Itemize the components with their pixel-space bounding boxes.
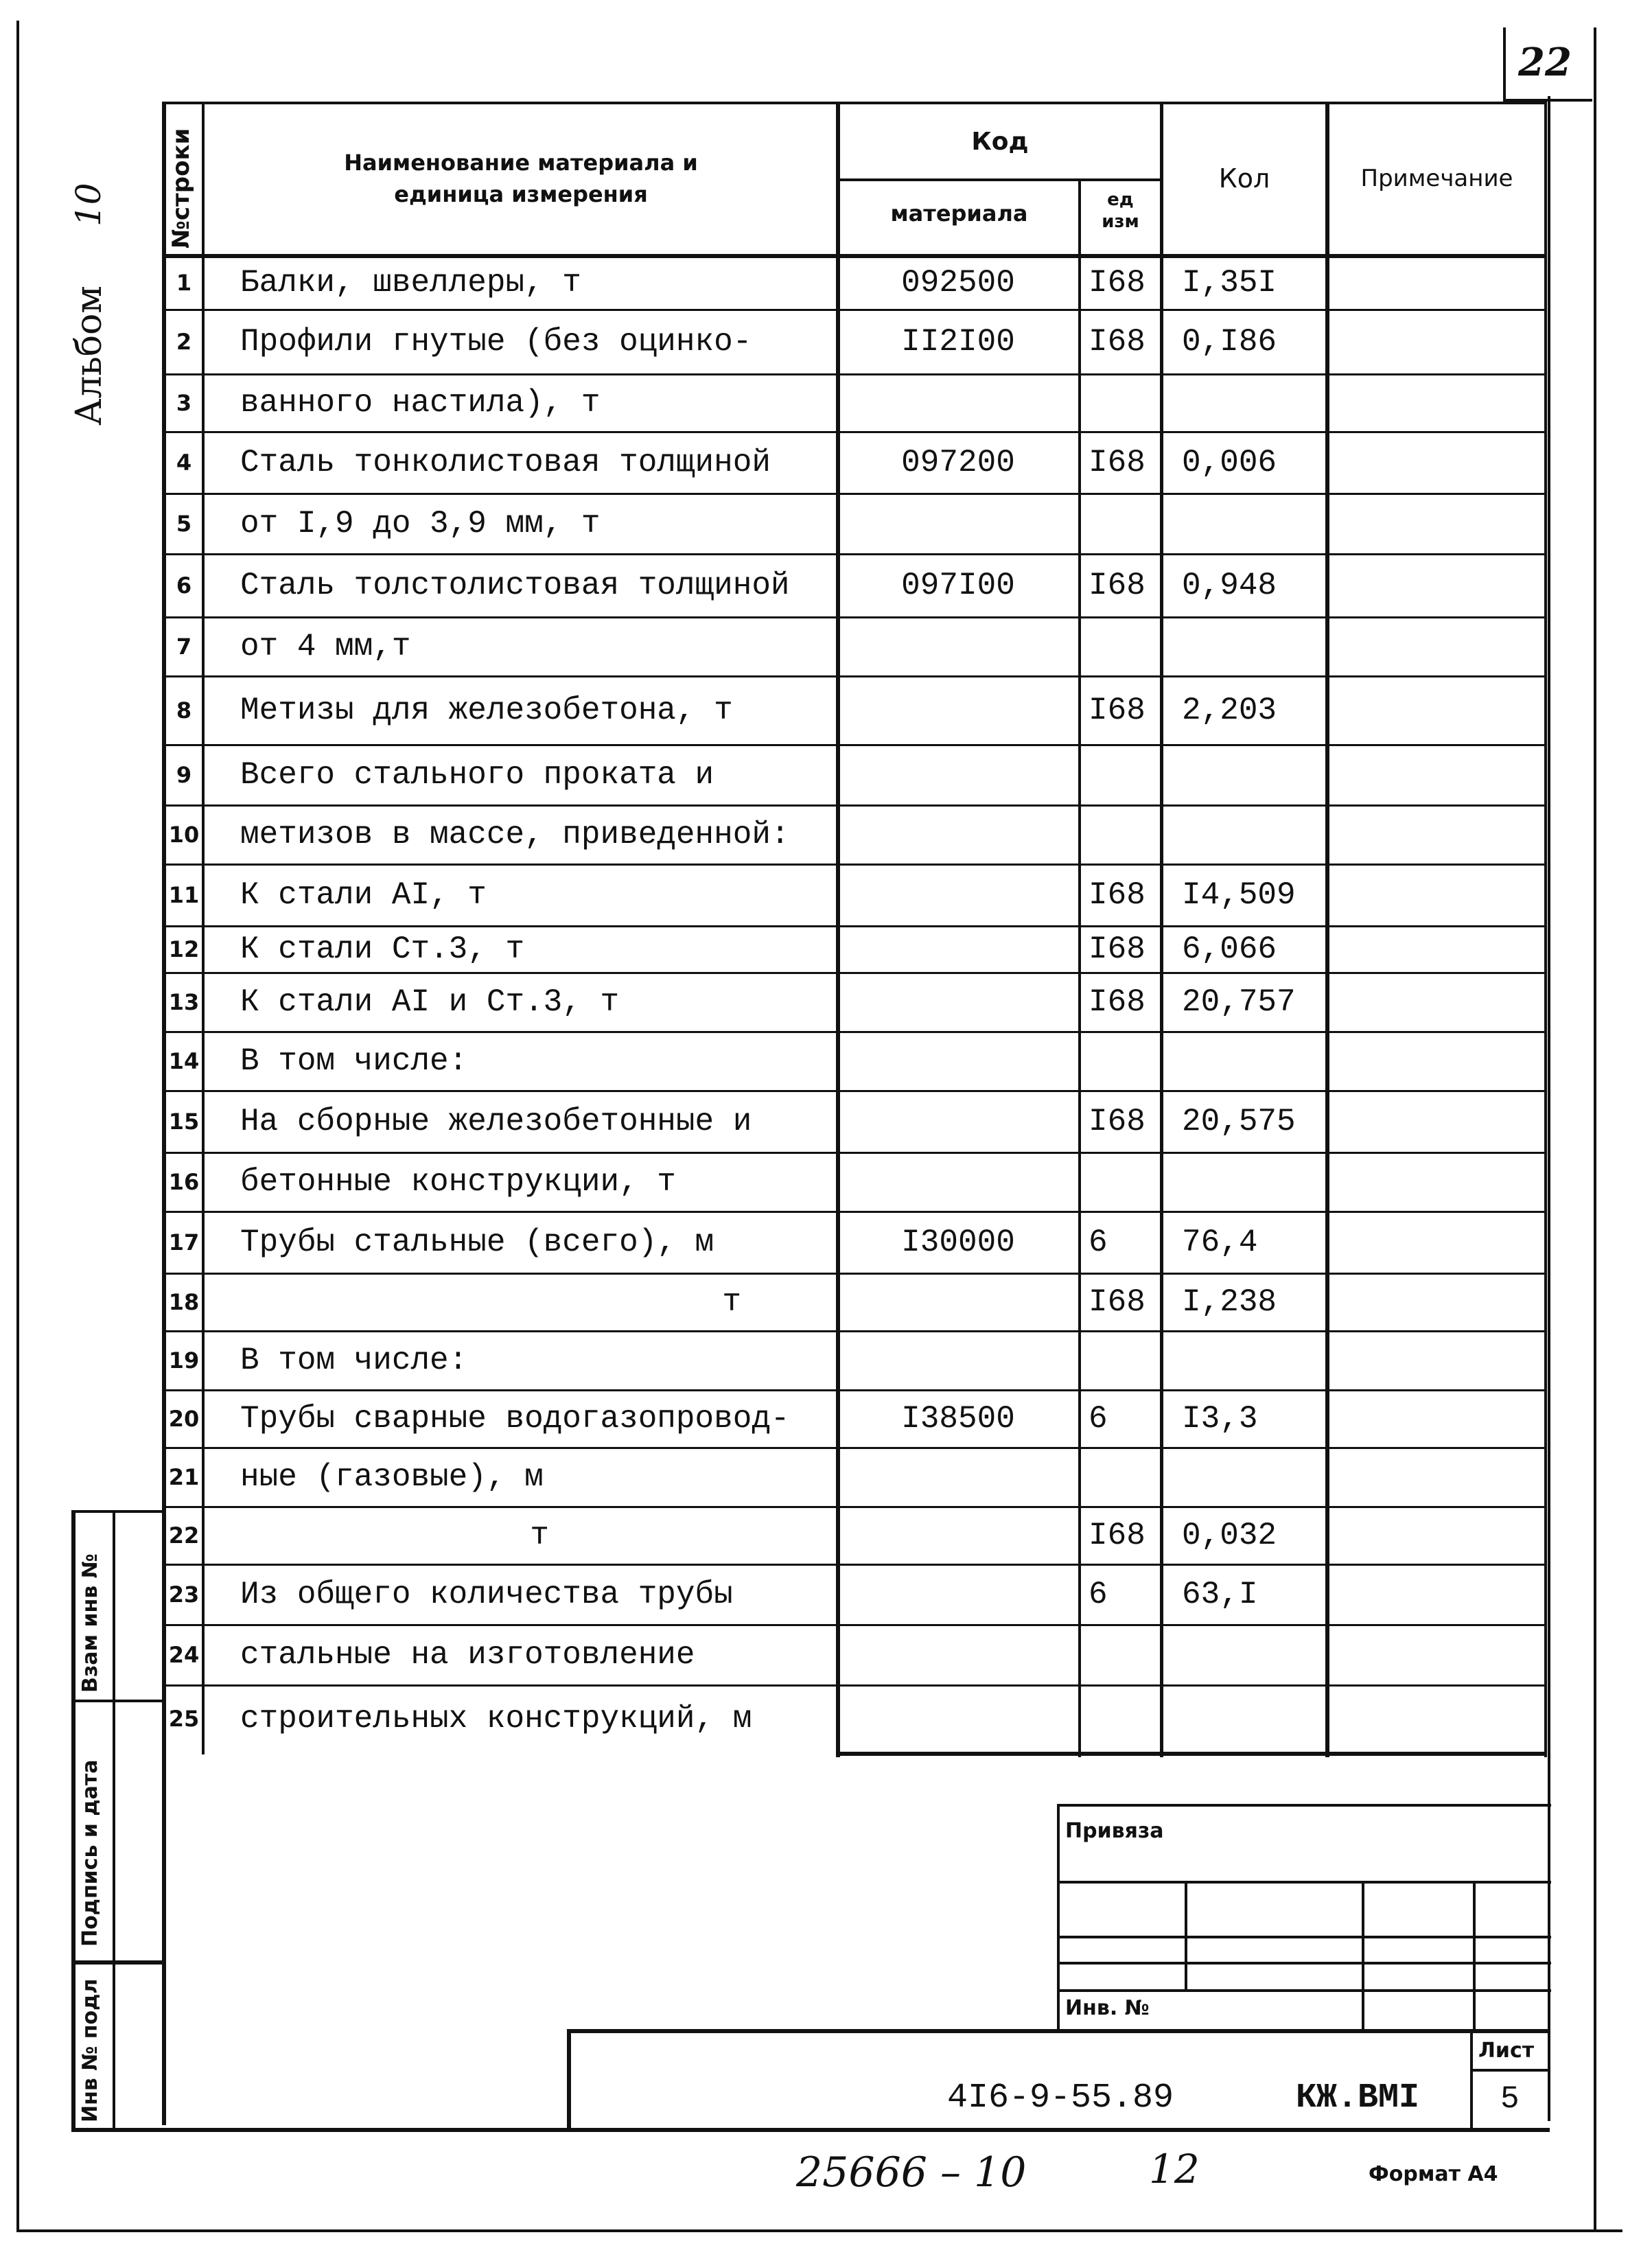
row-material-code: 097200	[901, 445, 1015, 481]
row-divider	[165, 1273, 1546, 1275]
title-bottom	[162, 2128, 1550, 2132]
frame-right	[1548, 96, 1550, 2121]
row-quantity: 0,948	[1182, 568, 1277, 604]
header-note: Примечание	[1360, 165, 1513, 192]
header-unit-2: изм	[1102, 211, 1139, 232]
stamp-top	[71, 1510, 163, 1513]
row-name: метизов в массе, приведенной:	[240, 817, 790, 853]
row-quantity: 2,203	[1182, 693, 1277, 729]
row-unit-code: I68	[1089, 1104, 1145, 1140]
row-number: 14	[168, 1048, 200, 1074]
row-number: 17	[168, 1229, 200, 1255]
code-subheader-line	[839, 178, 1161, 181]
stamp-vzam-text: Взам инв №	[78, 1553, 102, 1693]
stamp-inv-podl	[78, 1979, 102, 2122]
row-name: К стали Ст.3, т	[240, 931, 525, 968]
stamp-podpis	[78, 1760, 102, 1947]
row-name: На сборные железобетонные и	[240, 1104, 752, 1140]
binding-privyazan: Привяза	[1065, 1819, 1164, 1843]
doc-code: 4I6-9-55.89	[947, 2078, 1174, 2118]
album-label-text: Альбом	[69, 286, 110, 426]
row-unit-code: I68	[1089, 877, 1145, 914]
row-divider	[165, 373, 1546, 375]
row-name: Метизы для железобетона, т	[240, 693, 733, 729]
row-name: Балки, швеллеры, т	[240, 265, 581, 301]
row-quantity: 6,066	[1182, 931, 1277, 968]
row-quantity: 20,757	[1182, 984, 1296, 1021]
row-quantity: 0,I86	[1182, 324, 1277, 360]
binding-inv-no: Инв. №	[1065, 1996, 1150, 2020]
row-name: К стали AI и Ст.3, т	[240, 984, 620, 1021]
row-divider	[165, 1031, 1546, 1033]
binding-left	[1057, 1804, 1060, 2033]
row-name: Сталь тонколистовая толщиной	[240, 445, 771, 481]
col-unit-divider	[1160, 102, 1163, 1757]
col-code-divider	[1078, 180, 1081, 1757]
row-number: 22	[168, 1522, 200, 1549]
row-material-code: I30000	[901, 1225, 1015, 1261]
row-divider	[165, 493, 1546, 495]
row-number: 15	[168, 1109, 200, 1135]
row-unit-code: I68	[1089, 1518, 1145, 1554]
row-divider	[165, 864, 1546, 866]
row-divider	[165, 1564, 1546, 1566]
row-divider	[165, 675, 1546, 677]
row-number: 7	[176, 634, 192, 660]
row-number: 23	[168, 1581, 200, 1608]
row-number: 6	[176, 572, 192, 599]
binding-top	[1057, 1804, 1551, 1807]
col-name-divider	[836, 102, 840, 1757]
row-name: В том числе:	[240, 1343, 468, 1379]
row-name: т	[722, 1284, 741, 1321]
row-name: Из общего количества трубы	[240, 1577, 733, 1613]
stamp-divider-1	[71, 1700, 163, 1702]
row-name: Профили гнутые (без оцинко-	[240, 324, 752, 360]
binding-col-1	[1185, 1881, 1187, 1991]
header-code: Код	[971, 128, 1029, 156]
row-divider	[165, 1152, 1546, 1154]
row-name: В том числе:	[240, 1043, 468, 1080]
binding-col-2	[1362, 1881, 1364, 2033]
row-number: 5	[176, 511, 192, 537]
row-name: К стали AI, т	[240, 877, 487, 914]
row-quantity: 76,4	[1182, 1225, 1258, 1261]
row-divider	[165, 1090, 1546, 1092]
row-number: 9	[176, 762, 192, 788]
row-divider	[165, 744, 1546, 746]
table-right-border	[1544, 102, 1547, 1757]
row-number: 21	[168, 1464, 200, 1490]
row-divider	[165, 925, 1546, 927]
album-number: 10	[69, 183, 108, 227]
row-name: от 4 мм,т	[240, 629, 411, 665]
row-divider	[165, 1330, 1546, 1332]
col-qty-divider	[1325, 102, 1329, 1757]
stamp-left	[71, 1510, 75, 2131]
row-number: 11	[168, 882, 200, 908]
archive-subnumber: 12	[1149, 2146, 1200, 2192]
row-name: Всего стального проката и	[240, 757, 714, 793]
row-name: т	[530, 1518, 549, 1554]
header-material: материала	[890, 200, 1028, 227]
table-bottom	[836, 1752, 1546, 1756]
title-left	[567, 2029, 571, 2132]
row-divider	[165, 804, 1546, 807]
stamp-inv-podl-text: Инв № подл	[78, 1978, 102, 2122]
header-name-line2: единица измерения	[394, 181, 648, 207]
header-row-no-text: №строки	[167, 128, 195, 248]
row-material-code: I38500	[901, 1401, 1015, 1437]
page-number-box-left	[1503, 27, 1506, 102]
page-number: 22	[1518, 40, 1572, 85]
stamp-mid	[113, 1510, 115, 2131]
row-material-code: 092500	[901, 265, 1015, 301]
row-unit-code: I68	[1089, 265, 1145, 301]
row-number: 1	[176, 270, 192, 296]
title-top	[567, 2029, 1550, 2033]
row-quantity: I,238	[1182, 1284, 1277, 1321]
row-unit-code: I68	[1089, 984, 1145, 1021]
row-number: 4	[176, 450, 192, 476]
binding-row-3	[1057, 1962, 1551, 1965]
row-name: Трубы стальные (всего), м	[240, 1225, 714, 1261]
header-name-line1: Наименование материала и	[344, 150, 698, 176]
stamp-podpis-text: Подпись и дата	[78, 1759, 102, 1947]
row-divider	[165, 1624, 1546, 1626]
row-quantity: 63,I	[1182, 1577, 1258, 1613]
sheet-label: Лист	[1478, 2039, 1535, 2063]
row-quantity: 0,006	[1182, 445, 1277, 481]
row-number: 16	[168, 1169, 200, 1195]
row-name: Сталь толстолистовая толщиной	[240, 568, 790, 604]
row-number: 24	[168, 1642, 200, 1668]
row-unit-code: 6	[1089, 1577, 1108, 1613]
row-unit-code: I68	[1089, 568, 1145, 604]
sheet-label-line	[1470, 2069, 1550, 2072]
row-number: 12	[168, 936, 200, 962]
row-name: стальные на изготовление	[240, 1637, 695, 1673]
row-quantity: 20,575	[1182, 1104, 1296, 1140]
binding-col-3	[1473, 1881, 1476, 2033]
binding-row-1	[1057, 1881, 1551, 1884]
format-label: Формат А4	[1369, 2162, 1498, 2186]
page-border-right	[1594, 27, 1596, 2232]
row-number: 2	[176, 329, 192, 355]
row-unit-code: 6	[1089, 1401, 1108, 1437]
row-name: ванного настила), т	[240, 385, 601, 421]
album-label	[69, 286, 110, 426]
page-border-left	[16, 21, 19, 2232]
row-divider	[165, 1389, 1546, 1391]
row-quantity: 0,032	[1182, 1518, 1277, 1554]
row-unit-code: I68	[1089, 1284, 1145, 1321]
stamp-bottom	[71, 2128, 163, 2132]
doc-section: КЖ.ВМI	[1296, 2078, 1420, 2118]
row-unit-code: 6	[1089, 1225, 1108, 1261]
row-divider	[165, 1684, 1546, 1687]
row-divider	[165, 431, 1546, 433]
row-divider	[165, 309, 1546, 311]
row-unit-code: I68	[1089, 693, 1145, 729]
page-border-bottom	[16, 2229, 1622, 2232]
binding-row-4	[1057, 1989, 1551, 1992]
sheet-number: 5	[1500, 2081, 1520, 2117]
row-divider	[165, 972, 1546, 974]
row-divider	[165, 553, 1546, 555]
row-number: 3	[176, 390, 192, 416]
row-material-code: 097I00	[901, 568, 1015, 604]
row-unit-code: I68	[1089, 324, 1145, 360]
row-number: 10	[168, 822, 200, 848]
row-name: Трубы сварные водогазопровод-	[240, 1401, 790, 1437]
stamp-vzam	[78, 1553, 102, 1693]
binding-row-2	[1057, 1936, 1551, 1938]
row-name: бетонные конструкции, т	[240, 1164, 676, 1201]
sheet-col-left	[1470, 2029, 1473, 2132]
header-unit-1: ед	[1107, 189, 1134, 210]
row-unit-code: I68	[1089, 931, 1145, 968]
row-name: от I,9 до 3,9 мм, т	[240, 506, 601, 542]
row-divider	[165, 1447, 1546, 1449]
row-unit-code: I68	[1089, 445, 1145, 481]
archive-number: 25666 – 10	[796, 2148, 1027, 2197]
row-name: ные (газовые), м	[240, 1459, 544, 1496]
row-name: строительных конструкций, м	[240, 1701, 752, 1737]
row-number: 8	[176, 697, 192, 723]
header-qty: Кол	[1218, 163, 1270, 194]
row-number: 13	[168, 989, 200, 1015]
row-number: 20	[168, 1406, 200, 1432]
row-divider	[165, 1211, 1546, 1213]
row-quantity: I3,3	[1182, 1401, 1258, 1437]
header-bottom	[165, 254, 1546, 258]
row-number: 18	[168, 1289, 200, 1315]
row-quantity: I4,509	[1182, 877, 1296, 914]
row-material-code: II2I00	[901, 324, 1015, 360]
stamp-divider-2	[71, 1960, 163, 1965]
header-top	[165, 102, 1546, 104]
header-row-no	[167, 128, 195, 248]
row-divider	[165, 1506, 1546, 1508]
row-quantity: I,35I	[1182, 265, 1277, 301]
row-number: 19	[168, 1347, 200, 1374]
row-number: 25	[168, 1706, 200, 1732]
row-divider	[165, 616, 1546, 618]
